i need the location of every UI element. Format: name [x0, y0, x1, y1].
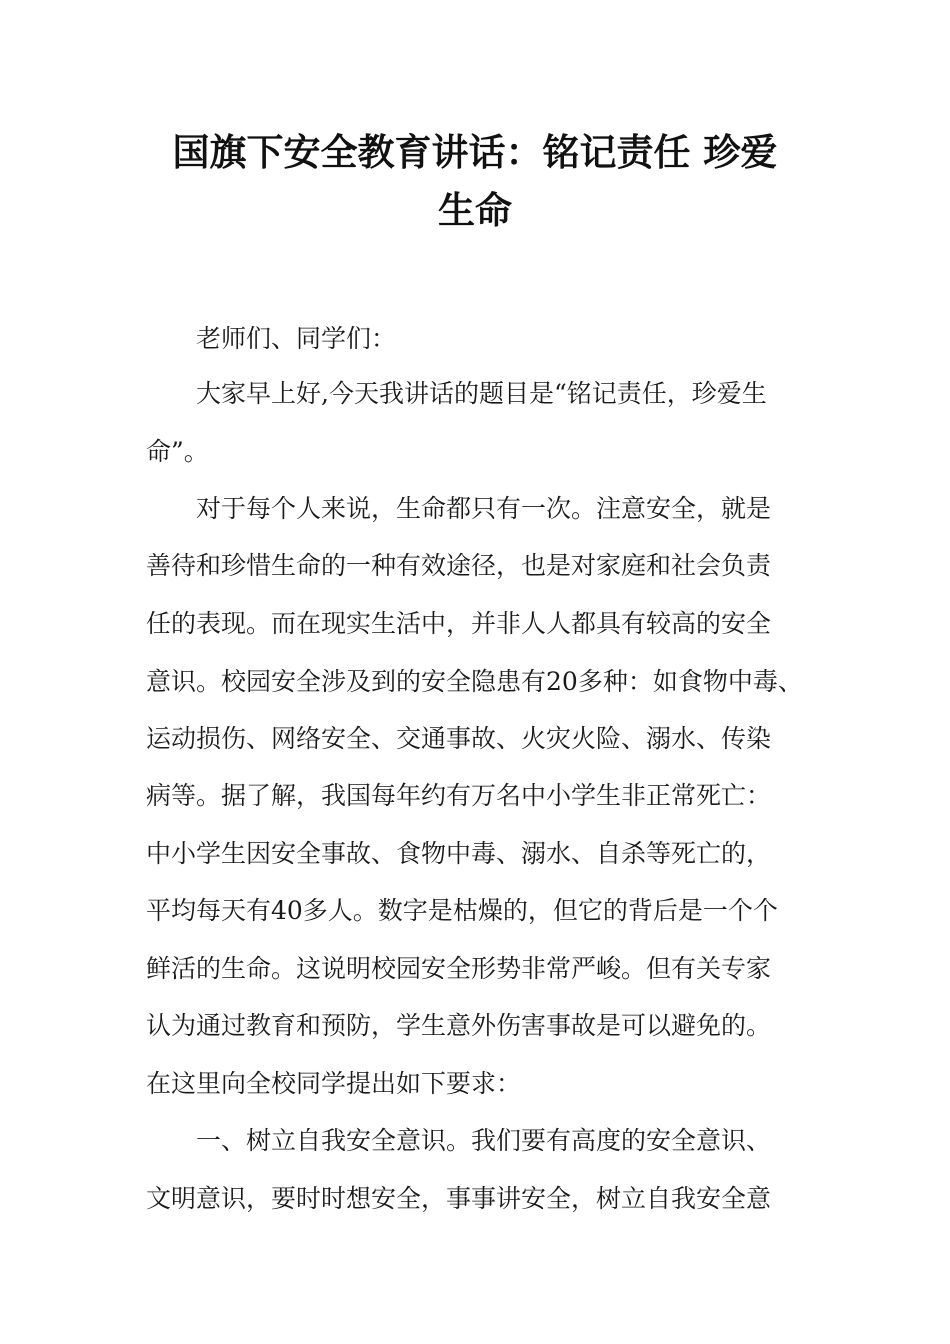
- salutation-line: 老师们、同学们：: [196, 324, 397, 353]
- body-line: 对于每个人来说，生命都只有一次。注意安全，就是: [196, 494, 772, 523]
- document-title-line-1: 国旗下安全教育讲话：铭记责任 珍爱: [172, 131, 778, 174]
- body-line: 在这里向全校同学提出如下要求：: [146, 1069, 522, 1098]
- body-line: 任的表现。而在现实生活中，并非人人都具有较高的安全: [146, 609, 772, 638]
- body-line: 运动损伤、网络安全、交通事故、火灾火险、溺水、传染: [146, 724, 772, 753]
- body-line: 中小学生因安全事故、食物中毒、溺水、自杀等死亡的，: [146, 839, 772, 868]
- body-line: 鲜活的生命。这说明校园安全形势非常严峻。但有关专家: [146, 954, 772, 983]
- body-line: 意识。校园安全涉及到的安全隐患有20多种：如食物中毒、: [146, 667, 803, 696]
- body-line: 一、树立自我安全意识。我们要有高度的安全意识、: [196, 1126, 772, 1155]
- body-line: 平均每天有40多人。数字是枯燥的，但它的背后是一个个: [146, 896, 778, 925]
- body-line: 命”。: [146, 437, 209, 466]
- body-line: 大家早上好,今天我讲话的题目是“铭记责任，珍爱生: [196, 379, 767, 408]
- document-title-line-2: 生命: [438, 189, 512, 232]
- body-line: 认为通过教育和预防，学生意外伤害事故是可以避免的。: [146, 1011, 772, 1040]
- body-line: 善待和珍惜生命的一种有效途径，也是对家庭和社会负责: [146, 551, 772, 580]
- body-line: 文明意识，要时时想安全，事事讲安全，树立自我安全意: [146, 1184, 772, 1213]
- body-line: 病等。据了解，我国每年约有万名中小学生非正常死亡：: [146, 781, 772, 810]
